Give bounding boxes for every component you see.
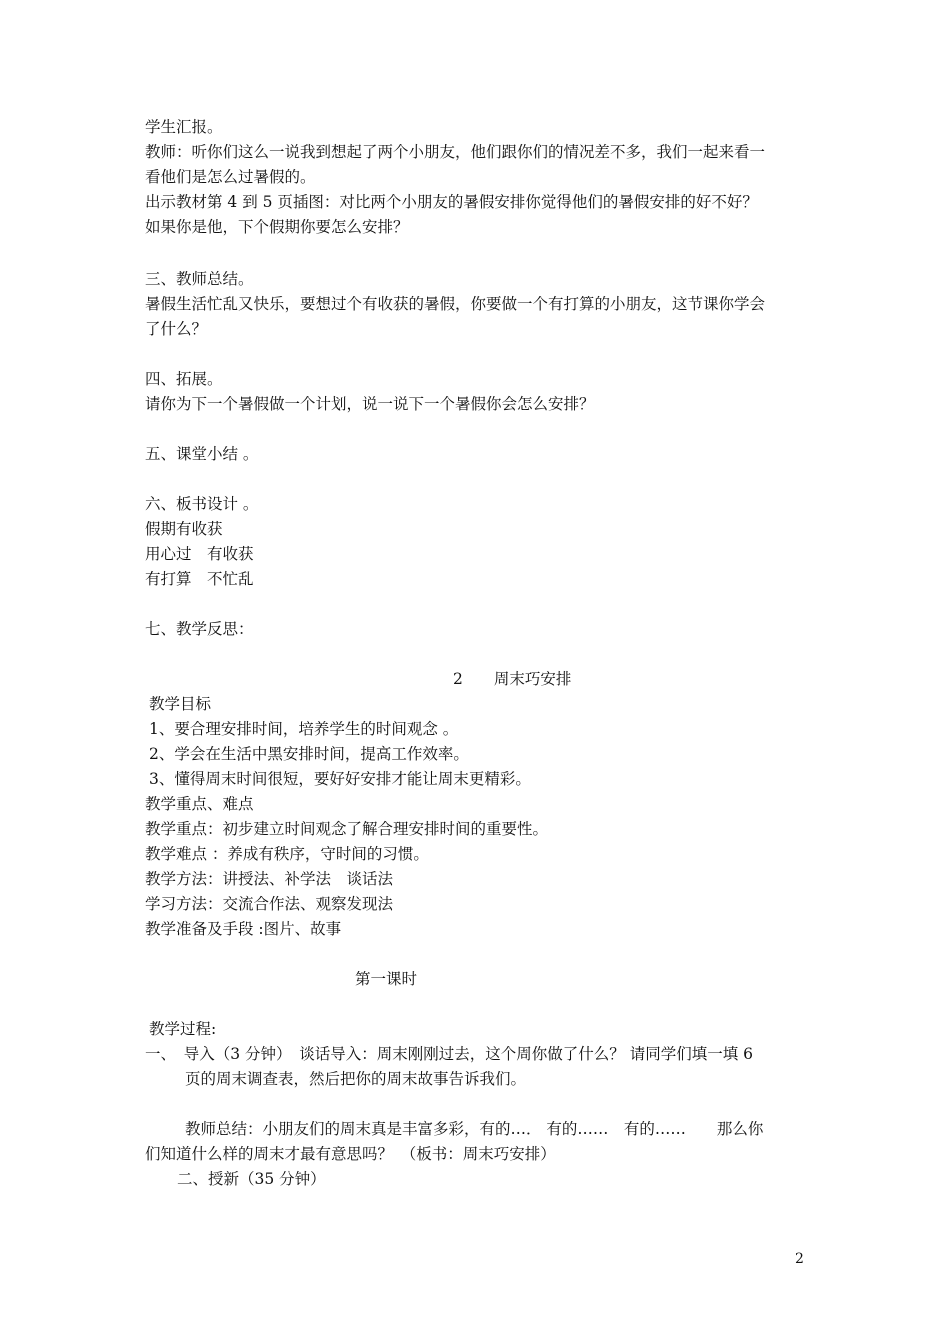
text-line: 如果你是他，下个假期你要怎么安排？: [145, 218, 409, 236]
text-line: 暑假生活忙乱又快乐，要想过个有收获的暑假，你要做一个有打算的小朋友，这节课你学会: [145, 295, 766, 313]
text-line: 1、要合理安排时间，培养学生的时间观念 。: [149, 720, 459, 738]
text-line: 教师总结：小朋友们的周末真是丰富多彩，有的…． 有的…… 有的…… 那么你: [185, 1120, 764, 1138]
section-heading: 六、板书设计 。: [145, 495, 259, 513]
text-line: 教学重点、难点: [145, 795, 254, 813]
text-line: 一、 导入（3 分钟） 谈话导入：周末刚刚过去，这个周你做了什么？ 请同学们填一填 6: [145, 1045, 754, 1063]
text-line: 有打算 不忙乱: [145, 570, 254, 588]
text-line: 用心过 有收获: [145, 545, 254, 563]
text-line: 教学目标: [149, 695, 212, 713]
text-line: 教学重点：初步建立时间观念了解合理安排时间的重要性。: [145, 820, 549, 838]
text-line: 页的周末调查表，然后把你的周末故事告诉我们。: [185, 1070, 527, 1088]
section-heading: 七、教学反思：: [145, 620, 254, 638]
lesson-title: 2 周末巧安排: [453, 670, 572, 688]
text-line: 假期有收获: [145, 520, 223, 538]
text-line: 请你为下一个暑假做一个计划，说一说下一个暑假你会怎么安排？: [145, 395, 595, 413]
text-line: 教学准备及手段 :图片、故事: [145, 920, 342, 938]
text-line: 学习方法：交流合作法、观察发现法: [145, 895, 394, 913]
text-line: 们知道什么样的周末才最有意思吗？ （板书：周末巧安排）: [145, 1145, 556, 1163]
section-heading: 四、拓展。: [145, 370, 223, 388]
page-number: 2: [795, 1251, 804, 1267]
text-line: 3、懂得周末时间很短，要好好安排才能让周末更精彩。: [149, 770, 531, 788]
section-heading: 三、教师总结。: [145, 270, 254, 288]
text-line: 出示教材第 4 到 5 页插图：对比两个小朋友的暑假安排你觉得他们的暑假安排的好不好？: [145, 193, 758, 211]
text-line: 教学方法：讲授法、补学法 谈话法: [145, 870, 394, 888]
text-line: 教学过程:: [149, 1020, 217, 1038]
text-line: 看他们是怎么过暑假的。: [145, 168, 316, 186]
text-line: 了什么？: [145, 320, 208, 338]
section-heading: 二、授新（35 分钟）: [177, 1170, 326, 1188]
subsection-title: 第一课时: [355, 970, 418, 988]
text-line: 教学难点 ：养成有秩序，守时间的习惯。: [145, 845, 429, 863]
text-line: 2、学会在生活中黑安排时间，提高工作效率。: [149, 745, 469, 763]
section-heading: 五、课堂小结 。: [145, 445, 259, 463]
text-line: 教师：听你们这么一说我到想起了两个小朋友，他们跟你们的情况差不多，我们一起来看一: [145, 143, 766, 161]
text-line: 学生汇报。: [145, 118, 223, 136]
